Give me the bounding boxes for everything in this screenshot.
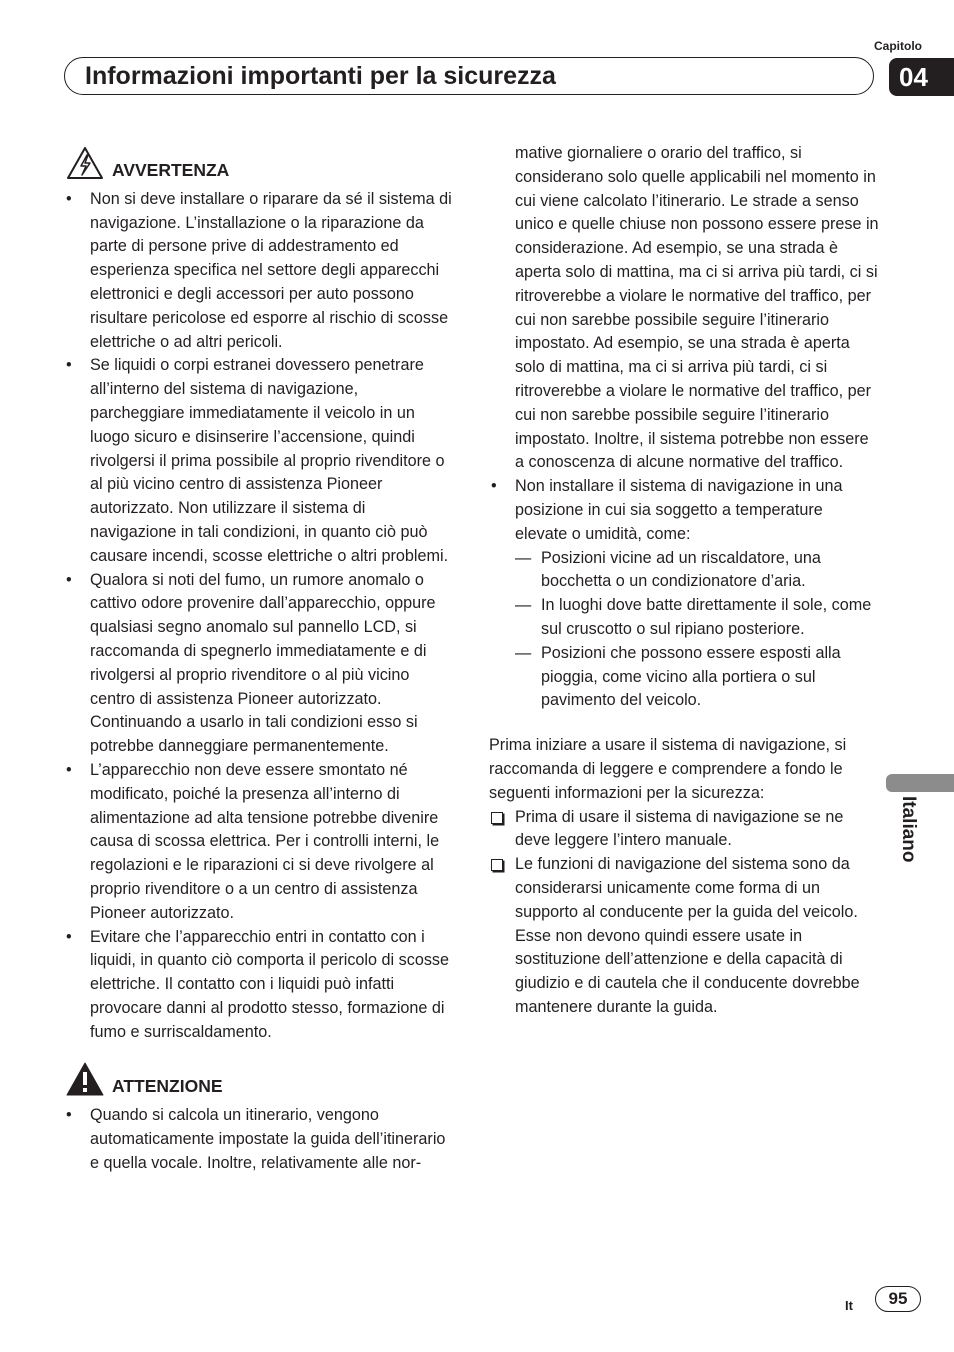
warning-item: • L’apparecchio non deve essere smontato né modificato, poiché la presenza all’interno di alimentazione ad alta tensione potrebbe divenire causa di scossa elettrica. Per i controlli interni, le regolazioni e le riparazioni ci si deve rivolgere al proprio rivenditore o a un centro di assistenza Pioneer autorizzato. xyxy=(64,759,454,926)
sub-item-text: Posizioni che possono essere esposti alla pioggia, come vicino alla portiera o sul pavimento del veicolo. xyxy=(541,643,841,710)
warning-heading xyxy=(66,146,454,188)
dash-marker: — xyxy=(515,548,532,567)
right-column xyxy=(489,142,879,1020)
caution-list xyxy=(64,1104,454,1175)
chapter-label: Capitolo xyxy=(874,39,922,53)
sub-item xyxy=(489,594,879,642)
install-list xyxy=(489,475,879,713)
install-item: • Non installare il sistema di navigazione in una posizione in cui sia soggetto a temperature elevate o umidità, come: xyxy=(489,475,879,546)
chapter-number: 04 xyxy=(889,58,954,96)
check-item-text: Prima di usare il sistema di navigazione se ne deve leggere l’intero manuale. xyxy=(515,807,844,850)
warning-item: • Se liquidi o corpi estranei dovessero penetrare all’interno del sistema di navigazione, parcheggiare immediatamente il veicolo in un luogo sicuro e disinserire l’accensione, quindi rivolgersi il prima possibile al proprio rivenditore o al più vicino centro di assistenza Pioneer autorizzato. Non utilizzare il sistema di navigazione in tali condizioni, in quanto ciò può causare incendi, scosse elettriche o altri problemi. xyxy=(64,354,454,568)
check-item-text: Le funzioni di navigazione del sistema sono da considerarsi unicamente come forma di un supporto al conducente per la guida del veicolo. Esse non devono quindi essere usate in sostituzione dell’attenzione e della capacità di giudizio e di cautela che il conducente dovrebbe mantenere durante la guida. xyxy=(515,855,860,1016)
sub-item xyxy=(489,547,879,595)
electric-shock-warning-icon xyxy=(66,146,104,188)
intro-paragraph: Prima iniziare a usare il sistema di navigazione, si raccomanda di leggere e comprendere a fondo le seguenti informazioni per la sicurezza: xyxy=(489,736,847,802)
page-number: 95 xyxy=(875,1286,921,1312)
sub-item-text: Posizioni vicine ad un riscaldatore, una bocchetta o un condizionatore d’aria. xyxy=(541,548,821,591)
caution-item: • Quando si calcola un itinerario, vengono automaticamente impostate la guida dell’itinerario e quella vocale. Inoltre, relativamente alle nor- xyxy=(64,1104,454,1175)
language-code: It xyxy=(845,1298,853,1313)
warning-item: • Qualora si noti del fumo, un rumore anomalo o cattivo odore provenire dall’apparecchio, oppure qualsiasi segno anomalo sul pannello LCD, si raccomanda di spegnerlo immediatamente e di rivolgersi al proprio rivenditore o al più vicino centro di assistenza Pioneer autorizzato. Continuando a usarlo in tali condizioni esso si potrebbe danneggiare permanentemente. xyxy=(64,569,454,759)
warning-list xyxy=(64,188,454,1045)
caution-item-continued: mative giornaliere o orario del traffico, si considerano solo quelle applicabili nel momento in cui viene calcolato l’itinerario. Le strade a senso unico e quelle chiuse non possono essere prese in considerazione. Ad esempio, se una strada è aperta solo di mattina, ma ci si arriva più tardi, ci si ritroverebbe a violare le normative del traffico, per cui non sarebbe possibile seguire l’itinerario impostato. Ad esempio, se una strada è aperta solo di mattina, ma ci si arriva più tardi, ci si ritroverebbe a violare le normative del traffico, per cui non sarebbe possibile seguire l’itinerario impostato. Inoltre, il sistema potrebbe non essere a conoscenza di alcune normative del traffico. xyxy=(515,144,879,472)
check-item xyxy=(489,853,879,1020)
sub-item-text: In luoghi dove batte direttamente il sole, come sul cruscotto o sul ripiano posteriore. xyxy=(541,596,872,638)
warning-label: AVVERTENZA xyxy=(112,160,230,180)
check-item xyxy=(489,806,879,854)
sub-item xyxy=(489,642,879,713)
language-tab xyxy=(886,774,954,792)
dash-marker: — xyxy=(515,596,532,615)
language-label: Italiano xyxy=(898,796,919,863)
left-column xyxy=(64,146,454,1176)
checkbox-list xyxy=(489,806,879,1020)
warning-item: • Evitare che l’apparecchio entri in contatto con i liquidi, in quanto ciò comporta il pericolo di scosse elettriche. Il contatto con i liquidi può infatti provocare danni al prodotto stesso, formazione di fumo e surriscaldamento. xyxy=(64,926,454,1045)
checkbox-icon xyxy=(491,812,503,824)
caution-heading xyxy=(66,1062,454,1104)
caution-label: ATTENZIONE xyxy=(112,1076,223,1097)
checkbox-icon xyxy=(491,859,503,871)
dash-marker: — xyxy=(515,643,532,662)
warning-item: • Non si deve installare o riparare da sé il sistema di navigazione. L’installazione o la riparazione da parte di persone prive di addestramento ed esperienza specifica nel settore degli apparecchi elettronici e degli accessori per auto possono risultare pericolose ed esporre al rischio di scosse elettriche o ad altri pericoli. xyxy=(64,188,454,355)
caution-exclamation-icon xyxy=(66,1062,104,1104)
page-title: Informazioni importanti per la sicurezza xyxy=(85,62,556,90)
